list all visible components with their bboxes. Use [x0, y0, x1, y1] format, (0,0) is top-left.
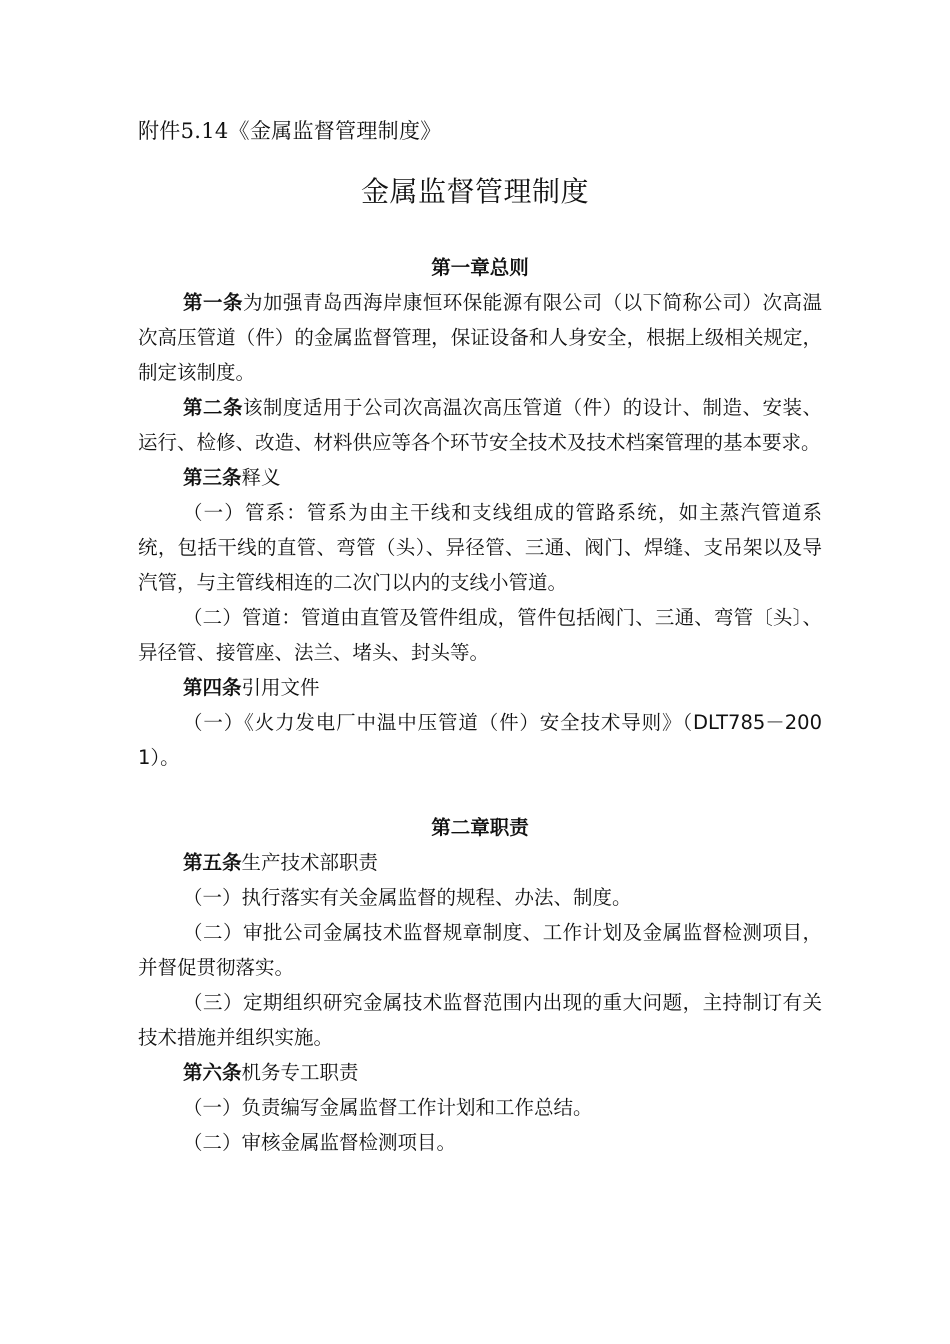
article-6 [138, 1055, 822, 1090]
document-title: 金属监督管理制度 [360, 175, 589, 208]
article-4-label: 第四条 [183, 676, 242, 699]
article-1-text: 为加强青岛西海岸康恒环保能源有限公司（以下简称公司）次高温次高压管道（件）的金属监督管理，保证设备和人身安全，根据上级相关规定，制定该制度。 [138, 291, 822, 384]
article-6-item-1: （一）负责编写金属监督工作计划和工作总结。 [183, 1096, 593, 1119]
article-4-text: 引用文件 [241, 676, 320, 699]
article-3-item-2: （二）管道：管道由直管及管件组成，管件包括阀门、三通、弯管〔头〕、异径管、接管座、法兰、堵头、封头等。 [138, 606, 822, 664]
article-1 [138, 285, 822, 390]
article-2-label: 第二条 [183, 396, 243, 419]
chapter-spacer [138, 775, 822, 810]
article-3-item-1: （一）管系：管系为由主干线和支线组成的管路系统，如主蒸汽管道系统，包括干线的直管、弯管（头）、异径管、三通、阀门、焊缝、支吊架以及导汽管，与主管线相连的二次门以内的支线小管道。 [138, 501, 822, 594]
article-3 [138, 460, 822, 495]
article-3-text: 释义 [241, 466, 281, 489]
article-3-label: 第三条 [183, 466, 242, 489]
attachment-label: 附件5.14《金属监督管理制度》 [138, 119, 442, 143]
article-6-item-2: （二）审核金属监督检测项目。 [183, 1131, 457, 1154]
article-4 [138, 670, 822, 705]
article-5-item-1: （一）执行落实有关金属监督的规程、办法、制度。 [183, 886, 632, 909]
article-6-label: 第六条 [183, 1061, 242, 1084]
article-5-item-2: （二）审批公司金属技术监督规章制度、工作计划及金属监督检测项目，并督促贯彻落实。 [138, 921, 822, 979]
chapter-2-heading: 第二章职责 [431, 816, 529, 839]
article-4-item-1: （一）《火力发电厂中温中压管道（件）安全技术导则》（DLT785－2001）。 [138, 711, 822, 769]
article-5-text: 生产技术部职责 [241, 851, 379, 874]
article-5 [138, 845, 822, 880]
article-1-label: 第一条 [183, 291, 243, 314]
document-body [138, 250, 822, 1160]
article-5-label: 第五条 [183, 851, 242, 874]
article-6-text: 机务专工职责 [241, 1061, 359, 1084]
article-5-item-3: （三）定期组织研究金属技术监督范围内出现的重大问题，主持制订有关技术措施并组织实施。 [138, 991, 822, 1049]
article-2 [138, 390, 822, 460]
chapter-1-heading: 第一章总则 [431, 256, 529, 279]
article-2-text: 该制度适用于公司次高温次高压管道（件）的设计、制造、安装、运行、检修、改造、材料供应等各个环节安全技术及技术档案管理的基本要求。 [138, 396, 822, 454]
